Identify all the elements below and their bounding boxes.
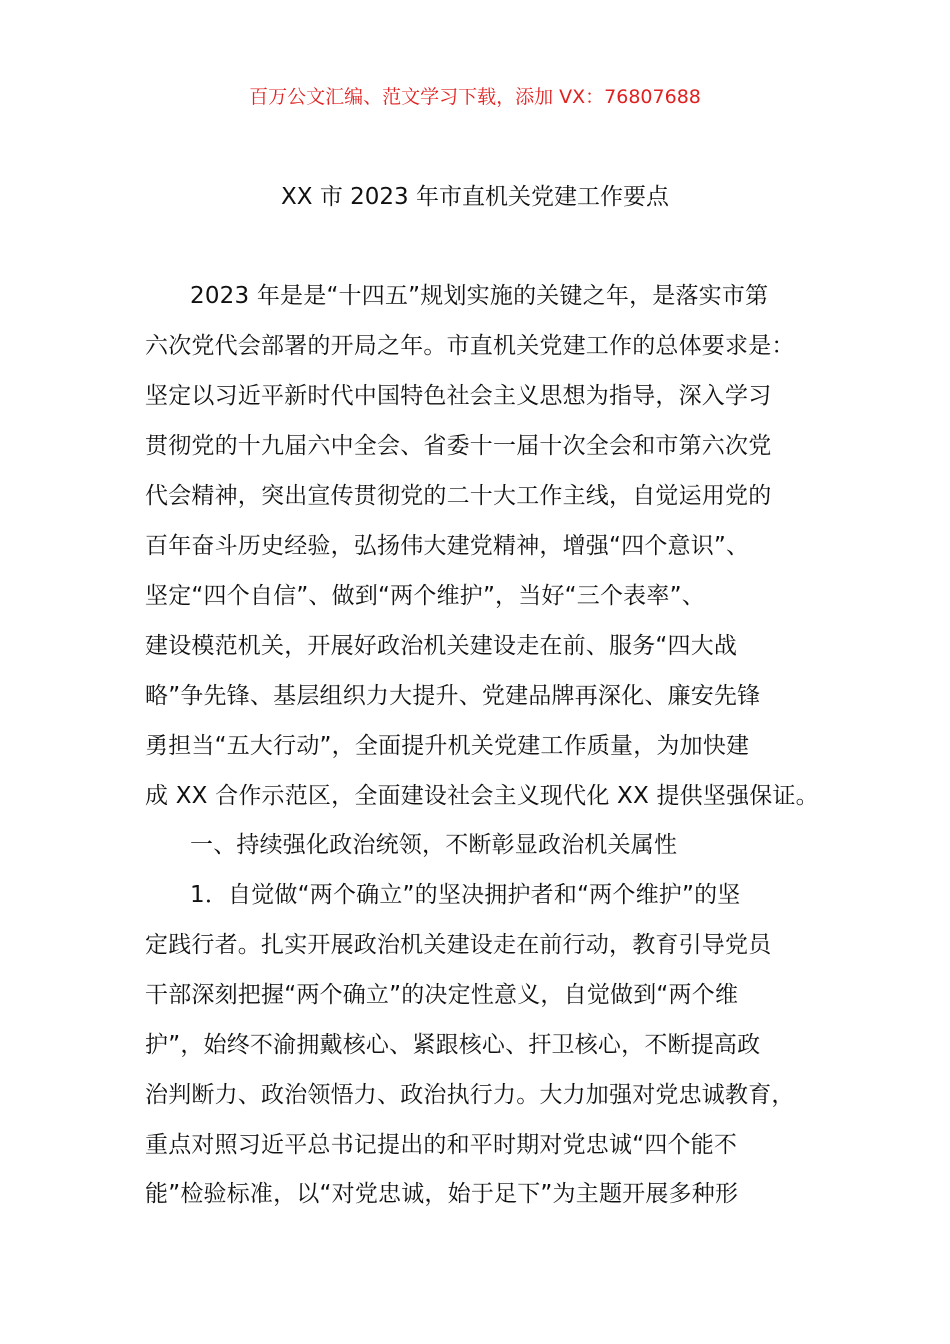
paragraph-line: 代会精神，突出宣传贯彻党的二十大工作主线，自觉运用党的	[145, 483, 772, 509]
section-heading: 一、持续强化政治统领，不断彰显政治机关属性	[190, 832, 678, 858]
paragraph-line: 百年奋斗历史经验，弘扬伟大建党精神，增强“四个意识”、	[145, 533, 750, 559]
watermark-banner: 百万公文汇编、范文学习下载，添加 VX：76807688	[249, 86, 701, 108]
paragraph-line: 2023 年是是“十四五”规划实施的关键之年，是落实市第	[190, 283, 769, 309]
paragraph-line: 能”检验标准，以“对党忠诚，始于足下”为主题开展多种形	[145, 1181, 739, 1207]
paragraph-line: 略”争先锋、基层组织力大提升、党建品牌再深化、廉安先锋	[145, 683, 761, 709]
paragraph-line: 勇担当“五大行动”，全面提升机关党建工作质量，为加快建	[145, 733, 750, 759]
paragraph-line: 定践行者。扎实开展政治机关建设走在前行动，教育引导党员	[145, 932, 772, 958]
paragraph-line: 治判断力、政治领悟力、政治执行力。大力加强对党忠诚教育，	[145, 1082, 795, 1108]
paragraph-line: 坚定“四个自信”、做到“两个维护”，当好“三个表率”、	[145, 583, 705, 609]
paragraph-line: 建设模范机关，开展好政治机关建设走在前、服务“四大战	[145, 633, 738, 659]
paragraph-line: 成 XX 合作示范区，全面建设社会主义现代化 XX 提供坚强保证。	[145, 783, 819, 809]
paragraph-line: 贯彻党的十九届六中全会、省委十一届十次全会和市第六次党	[145, 433, 772, 459]
paragraph-line: 护”，始终不渝拥戴核心、紧跟核心、扞卫核心，不断提高政	[145, 1032, 761, 1058]
paragraph-line: 1．自觉做“两个确立”的坚决拥护者和“两个维护”的坚	[190, 882, 741, 908]
paragraph-line: 坚定以习近平新时代中国特色社会主义思想为指导，深入学习	[145, 383, 772, 409]
document-title: XX 市 2023 年市直机关党建工作要点	[281, 184, 669, 210]
paragraph-line: 干部深刻把握“两个确立”的决定性意义，自觉做到“两个维	[145, 982, 739, 1008]
paragraph-line: 重点对照习近平总书记提出的和平时期对党忠诚“四个能不	[145, 1132, 738, 1158]
paragraph-line: 六次党代会部署的开局之年。市直机关党建工作的总体要求是：	[145, 333, 795, 359]
